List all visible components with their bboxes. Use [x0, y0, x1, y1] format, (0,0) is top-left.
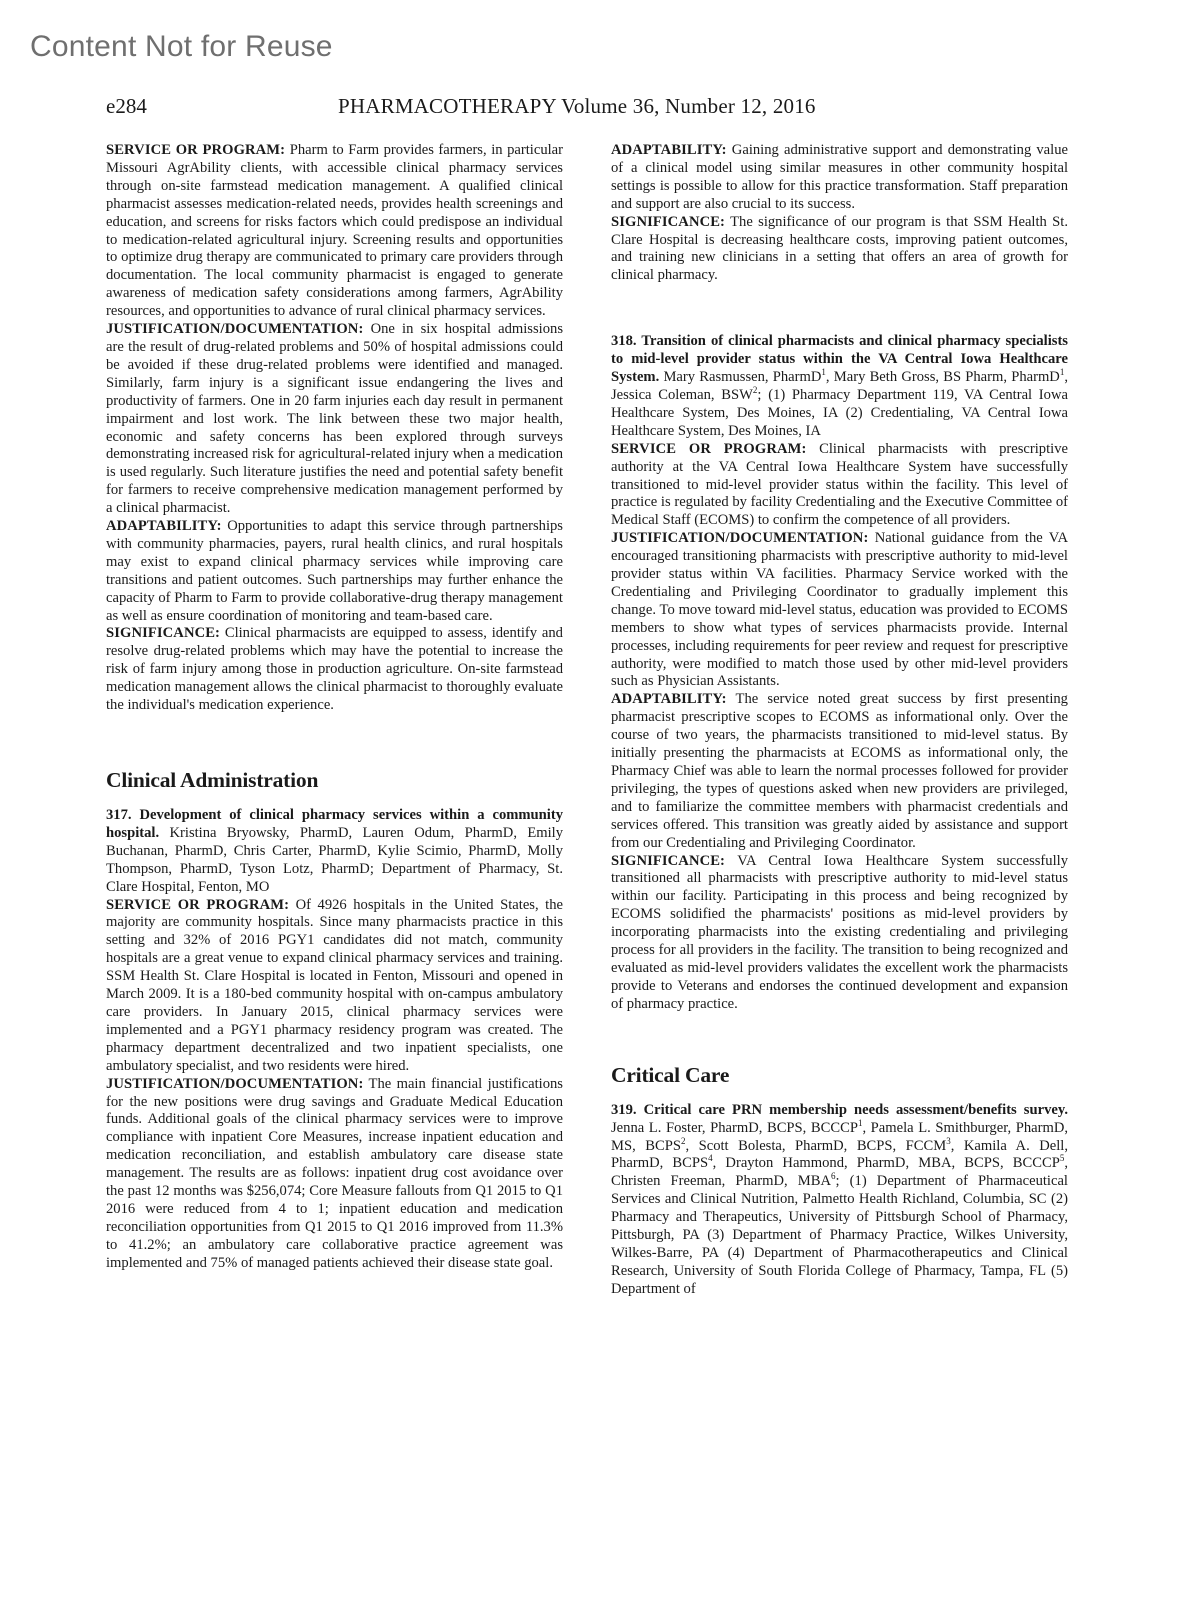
paragraph-text: Clinical pharmacists are equipped to assess, identify and resolve drug-related problems which may have the potential to increase the risk of farm injury among those in production agriculture. On-site farmstead medication management allows the clinical pharmacist to thoroughly evaluate the individual's medication experience. [106, 625, 563, 714]
abstract-317-adaptability [611, 142, 1068, 214]
paragraph-text: The service noted great success by first presenting pharmacist prescriptive scopes to ECOMS as informational only. Over the course of two years, the pharmacists transitioned to mid-level status. By initially presenting the pharmacists at ECOMS as informational only, the Pharmacy Chief was able to learn the normal processes followed for provider privileging, the types of questions asked when new providers are privileged, and to familiarize the committee members with pharmacist credentials and services offered. This transition was greatly aided by assistance and support from our Credentialing and Privileging Coordinator. [611, 691, 1068, 851]
abstract-318-authors: Mary Rasmussen, PharmD$^1$, Mary Beth Gross, BS Pharm, PharmD$^1$, Jessica Coleman, BSW$^2$; (1) Pharmacy Department 119, VA Central Iowa Healthcare System, Des Moines, IA (2) Credentialing, VA Central Iowa Healthcare System, Des Moines, IA [611, 367, 1068, 439]
abstract-317-title: 317. Development of clinical pharmacy services within a community hospital. [106, 807, 563, 841]
paragraph-text: Gaining administrative support and demonstrating value of a clinical model using similar measures in other community hospital settings is possible to allow for this practice transformation. Staff preparation and support are also crucial to its success. [611, 142, 1068, 212]
abstract-318-title: 318. Transition of clinical pharmacists and clinical pharmacy specialists to mid-level provider status within the VA Central Iowa Healthcare System. [611, 333, 1068, 386]
label-adaptability: ADAPTABILITY: [611, 142, 727, 158]
paragraph-text: Pharm to Farm provides farmers, in particular Missouri AgrAbility clients, with accessible clinical pharmacy services through on-site farmstead medication management. A qualified clinical pharmacist assesses medication-related needs, provides health screenings and education, and screens for risks factors which could predispose an individual to medication-related agricultural injury. Screening results and opportunities to optimize drug therapy are communicated to primary care providers through documentation. The local community pharmacist is engaged to generate awareness of medication safety considerations among farmers, AgrAbility resources, and opportunities to advance of rural clinical pharmacy services. [106, 142, 564, 320]
right-column [611, 142, 1068, 1299]
abstract-318-justification [611, 530, 1068, 691]
paragraph-text: Opportunities to adapt this service through partnerships with community pharmacies, payers, rural health clinics, and rural hospitals may exist to expand clinical pharmacy services while improving care transitions and patient outcomes. Such partnerships may further enhance the capacity of Pharm to Farm to provide collaborative-drug therapy management as well as ensure coordination of monitoring and team-based care. [106, 518, 563, 624]
paragraph-text: One in six hospital admissions are the result of drug-related problems and 50% of hospital admissions could be avoided if these drug-related problems were identified and managed. Similarly, farm injury is a significant issue endangering the lives and productivity of farmers. One in 20 farm injuries each day result in permanent impairment and lost work. The link between these two major health, economic and safety concerns has been explored through surveys demonstrating increased risk for agricultural-related injury when a medication is used regularly. Such literature justifies the need and potential safety benefit for farmers to receive comprehensive medication management performed by a clinical pharmacist. [106, 321, 563, 517]
paragraph-text: The main financial justifications for the new positions were drug savings and Graduate Medical Education funds. Additional goals of the clinical pharmacy services were to improve compliance with inpatient Core Measures, increase inpatient education and medication reconciliation, and establish ambulatory care disease state management. The results are as follows: inpatient drug cost avoidance over the past 12 months was $256,074; Core Measure fallouts from Q1 2015 to Q1 2016 were reduced from 4 to 1; inpatient education and medication reconciliation opportunities from Q1 2015 to Q1 2016 improved from 11.3% to 41.2%; an ambulatory care collaborative practice agreement was implemented and 75% of managed patients achieved their disease state goal. [106, 1075, 563, 1271]
abstract-318-adaptability [611, 691, 1068, 852]
abstract-317-justification [106, 1076, 563, 1273]
abstract-317-significance [611, 214, 1068, 286]
paragraph-text: National guidance from the VA encouraged transitioning pharmacists with prescriptive authority to mid-level provider status within VA facilities. Pharmacy Service worked with the Credentialing and Privileging Coordinator to gradually implement this change. To move toward mid-level status, education was provided to ECOMS members to show what types of services pharmacists provide. Internal processes, including requirements for peer review and request for prescriptive authority, were modified to match those used by other mid-level providers such as Physician Assistants. [611, 530, 1068, 690]
label-service: SERVICE OR PROGRAM: [106, 142, 286, 158]
watermark: Content Not for Reuse [30, 30, 333, 63]
abstract-319-authors: Jenna L. Foster, PharmD, BCPS, BCCCP$^1$, Pamela L. Smithburger, PharmD, MS, BCPS$^2$, Scott Bolesta, PharmD, BCPS, FCCM$^3$, Kamila A. Dell, PharmD, BCPS$^4$, Drayton Hammond, PharmD, MBA, BCPS, BCCCP$^5$, Christen Freeman, PharmD, MBA$^6$; (1) Department of Pharmaceutical Services and Clinical Nutrition, Palmetto Health Richland, Columbia, SC (2) Pharmacy and Therapeutics, University of Pittsburgh School of Pharmacy, Pittsburgh, PA (3) Department of Pharmacy Practice, Wilkes University, Wilkes-Barre, PA (4) Department of Pharmacotherapeutics and Clinical Research, University of South Florida College of Pharmacy, Tampa, FL (5) Department of [611, 1117, 1069, 1297]
prev-adaptability-paragraph [106, 518, 563, 625]
label-justification: JUSTIFICATION/DOCUMENTATION: [106, 1075, 364, 1092]
abstract-318-header [611, 333, 1068, 440]
prev-service-paragraph [106, 142, 563, 321]
abstract-318-service [611, 441, 1068, 531]
label-adaptability: ADAPTABILITY: [106, 518, 222, 535]
abstract-319-title: 319. Critical care PRN membership needs assessment/benefits survey. [611, 1101, 1068, 1118]
abstract-317-service [106, 897, 563, 1076]
abstract-318-significance [611, 853, 1068, 1014]
abstract-317-authors: Kristina Bryowsky, PharmD, Lauren Odum, PharmD, Emily Buchanan, PharmD, Chris Carter, PharmD, Kylie Scimio, PharmD, Molly Thompson, PharmD, Tyson Lotz, PharmD; Department of Pharmacy, St. Clare Hospital, Fenton, MO [106, 824, 563, 895]
label-justification: JUSTIFICATION/DOCUMENTATION: [611, 530, 869, 547]
left-column [106, 142, 563, 1273]
label-significance: SIGNIFICANCE: [611, 852, 726, 869]
paragraph-text: Clinical pharmacists with prescriptive authority at the VA Central Iowa Healthcare System have successfully transitioned to mid-level provider status within the facility. This level of practice is regulated by facility Credentialing and the Executive Committee of Medical Staff (ECOMS) to confirm the competence of all providers. [611, 440, 1068, 529]
paragraph-text: Of 4926 hospitals in the United States, the majority are community hospitals. Since many pharmacists practice in this setting and 32% of 2016 PGY1 candidates did not match, community hospitals are a great venue to expand clinical pharmacy services and training. SSM Health St. Clare Hospital is located in Fenton, Missouri and opened in March 2009. It is a 180-bed community hospital with on-campus ambulatory care providers. In January 2015, clinical pharmacy services were implemented and a PGY1 pharmacy residency program was created. The pharmacy department decentralized and two inpatient specialists, one ambulatory specialist, and two residents were hired. [106, 896, 563, 1074]
journal-title: PHARMACOTHERAPY Volume 36, Number 12, 2016 [338, 94, 816, 118]
prev-significance-paragraph [106, 625, 563, 715]
page-header [106, 94, 1067, 124]
section-heading-critical-care: Critical Care [611, 1062, 730, 1087]
abstract-319-header [611, 1102, 1068, 1299]
label-adaptability: ADAPTABILITY: [611, 691, 727, 708]
label-significance: SIGNIFICANCE: [611, 213, 726, 230]
prev-justification-paragraph [106, 321, 563, 518]
page-number: e284 [106, 94, 147, 118]
label-service: SERVICE OR PROGRAM: [106, 896, 290, 913]
label-significance: SIGNIFICANCE: [106, 625, 221, 642]
label-justification: JUSTIFICATION/DOCUMENTATION: [106, 321, 364, 338]
paragraph-text: The significance of our program is that SSM Health St. Clare Hospital is decreasing healthcare costs, improving patient outcomes, and training new clinicians in a setting that offers an area of growth for clinical pharmacy. [611, 213, 1069, 284]
section-heading-clinical-administration: Clinical Administration [106, 768, 319, 792]
abstract-317-header [106, 807, 563, 897]
paragraph-text: VA Central Iowa Healthcare System successfully transitioned all pharmacists with prescriptive authority to mid-level status within our facility. Participating in this process and being recognized by ECOMS solidified the pharmacists' positions as mid-level providers by incorporating pharmacists into the existing credentialing and privileging process for all providers in the facility. The transition to being recognized and evaluated as mid-level providers validates the excellent work the pharmacists provide to Veterans and endorses the continued development and expansion of pharmacy practice. [611, 852, 1068, 1012]
label-service: SERVICE OR PROGRAM: [611, 440, 807, 457]
